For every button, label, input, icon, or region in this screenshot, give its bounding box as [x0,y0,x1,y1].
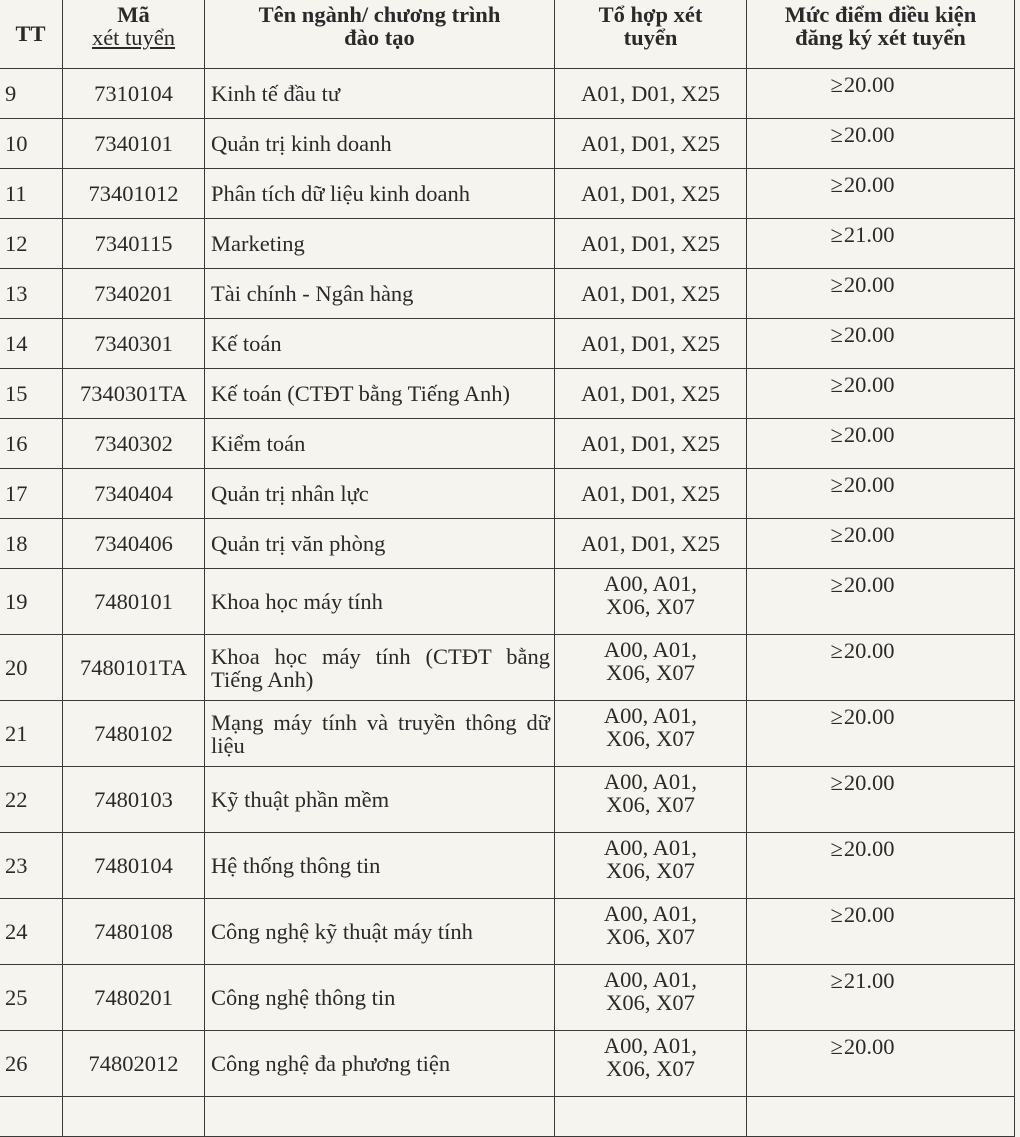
row-score [747,635,1015,701]
header-name [205,0,555,69]
gte-symbol: ≥ [830,1034,843,1059]
score-value: 20.00 [843,172,895,197]
row-code: 7480201 [63,965,205,1031]
row-code: 7480101TA [63,635,205,701]
row-combo-line1: A00, A01, [603,835,698,860]
row-name: Kế toán [205,319,555,369]
score-value: 20.00 [843,272,895,297]
gte-symbol: ≥ [830,968,843,993]
row-combo [555,69,747,119]
score-value: 20.00 [843,902,895,927]
row-combo [555,833,747,899]
row-name: Quản trị văn phòng [205,519,555,569]
row-tt: 23 [0,833,63,899]
row-combo [555,899,747,965]
row-combo-line2: X06, X07 [606,990,695,1015]
score-value: 20.00 [843,72,895,97]
row-score [747,965,1015,1031]
table-row [0,269,1015,319]
row-name: Mạng máy tính và truyền thông dữ liệu [205,701,555,767]
row-combo [555,767,747,833]
header-name-line1: Tên ngành/ chương trình [258,2,501,27]
row-combo-line1: A01, D01, X25 [581,281,720,306]
row-name: Hệ thống thông tin [205,833,555,899]
score-value: 20.00 [843,836,895,861]
row-combo-line2: X06, X07 [606,594,695,619]
row-code: 7340404 [63,469,205,519]
table-row [0,219,1015,269]
row-combo-line1: A00, A01, [603,637,698,662]
row-combo [555,319,747,369]
gte-symbol: ≥ [830,122,843,147]
row-score [747,899,1015,965]
gte-symbol: ≥ [830,836,843,861]
row-tt: 16 [0,419,63,469]
row-combo-line1: A01, D01, X25 [581,231,720,256]
row-combo-line2: X06, X07 [606,858,695,883]
row-code: 7340115 [63,219,205,269]
row-score [747,119,1015,169]
row-score [747,169,1015,219]
row-name: Marketing [205,219,555,269]
row-tt: 13 [0,269,63,319]
gte-symbol: ≥ [830,522,843,547]
score-value: 20.00 [843,572,895,597]
header-score-line1: Mức điểm điều kiện [784,2,977,27]
gte-symbol: ≥ [830,422,843,447]
header-row [0,0,1015,69]
row-combo [555,701,747,767]
row-code: 7480102 [63,701,205,767]
row-combo-line2: X06, X07 [606,924,695,949]
table-row [0,169,1015,219]
gte-symbol: ≥ [830,372,843,397]
score-value: 21.00 [843,968,895,993]
score-value: 20.00 [843,1034,895,1059]
row-tt: 19 [0,569,63,635]
row-combo [555,169,747,219]
row-combo [555,219,747,269]
table-row [0,767,1015,833]
empty-cell [63,1097,205,1137]
row-tt: 15 [0,369,63,419]
row-name: Khoa học máy tính (CTĐT bằng Tiếng Anh) [205,635,555,701]
score-value: 20.00 [843,704,895,729]
gte-symbol: ≥ [830,572,843,597]
row-score [747,1031,1015,1097]
header-combo-line2: tuyển [623,25,678,50]
row-combo-line1: A01, D01, X25 [581,181,720,206]
table-row [0,69,1015,119]
row-combo [555,369,747,419]
row-code: 73401012 [63,169,205,219]
score-value: 20.00 [843,422,895,447]
row-tt: 10 [0,119,63,169]
row-combo [555,269,747,319]
row-code: 7340406 [63,519,205,569]
header-combo-line1: Tổ hợp xét [598,2,703,27]
gte-symbol: ≥ [830,222,843,247]
table-row [0,701,1015,767]
row-code: 7480101 [63,569,205,635]
header-combo [555,0,747,69]
table-row [0,419,1015,469]
row-combo-line1: A00, A01, [603,967,698,992]
gte-symbol: ≥ [830,638,843,663]
row-combo [555,965,747,1031]
row-score [747,701,1015,767]
table-row [0,965,1015,1031]
score-value: 20.00 [843,372,895,397]
row-code: 7480104 [63,833,205,899]
row-name: Kinh tế đầu tư [205,69,555,119]
row-combo [555,119,747,169]
row-code: 7340101 [63,119,205,169]
table-row [0,369,1015,419]
score-value: 20.00 [843,522,895,547]
row-combo-line1: A00, A01, [603,1033,698,1058]
gte-symbol: ≥ [830,172,843,197]
table-row [0,519,1015,569]
row-combo-line1: A01, D01, X25 [581,81,720,106]
row-combo-line2: X06, X07 [606,726,695,751]
score-value: 20.00 [843,638,895,663]
gte-symbol: ≥ [830,770,843,795]
row-tt: 24 [0,899,63,965]
row-combo-line1: A00, A01, [603,769,698,794]
table-row [0,899,1015,965]
row-name: Kỹ thuật phần mềm [205,767,555,833]
table-row [0,469,1015,519]
row-code: 7340201 [63,269,205,319]
header-tt: TT [0,0,63,69]
row-combo [555,519,747,569]
row-code: 7310104 [63,69,205,119]
table-row [0,119,1015,169]
row-code: 7480103 [63,767,205,833]
row-tt: 14 [0,319,63,369]
row-code: 7340302 [63,419,205,469]
row-name: Khoa học máy tính [205,569,555,635]
row-tt: 17 [0,469,63,519]
row-combo [555,1031,747,1097]
gte-symbol: ≥ [830,472,843,497]
score-value: 20.00 [843,472,895,497]
row-name: Kiểm toán [205,419,555,469]
row-combo-line2: X06, X07 [606,660,695,685]
row-combo-line1: A00, A01, [603,703,698,728]
row-name: Kế toán (CTĐT bằng Tiếng Anh) [205,369,555,419]
row-combo-line1: A01, D01, X25 [581,481,720,506]
row-score [747,219,1015,269]
row-tt: 18 [0,519,63,569]
row-score [747,369,1015,419]
row-score [747,419,1015,469]
gte-symbol: ≥ [830,72,843,97]
score-value: 20.00 [843,122,895,147]
row-name: Tài chính - Ngân hàng [205,269,555,319]
row-score [747,767,1015,833]
row-tt: 20 [0,635,63,701]
gte-symbol: ≥ [830,272,843,297]
row-combo-line2: X06, X07 [606,792,695,817]
row-tt: 22 [0,767,63,833]
row-code: 74802012 [63,1031,205,1097]
row-code: 7480108 [63,899,205,965]
row-combo [555,469,747,519]
row-tt: 21 [0,701,63,767]
row-combo-line1: A01, D01, X25 [581,331,720,356]
row-score [747,833,1015,899]
empty-cell [747,1097,1015,1137]
row-combo-line1: A01, D01, X25 [581,131,720,156]
row-score [747,269,1015,319]
row-combo [555,635,747,701]
empty-cell [205,1097,555,1137]
row-name: Công nghệ thông tin [205,965,555,1031]
header-score-line2: đăng ký xét tuyển [795,25,966,50]
row-combo-line1: A01, D01, X25 [581,381,720,406]
row-name: Phân tích dữ liệu kinh doanh [205,169,555,219]
gte-symbol: ≥ [830,704,843,729]
row-name: Công nghệ kỹ thuật máy tính [205,899,555,965]
gte-symbol: ≥ [830,322,843,347]
row-tt: 11 [0,169,63,219]
row-score [747,69,1015,119]
table-body [0,69,1015,1137]
row-score [747,519,1015,569]
row-tt: 12 [0,219,63,269]
empty-cell [0,1097,63,1137]
table-row [0,569,1015,635]
row-score [747,469,1015,519]
table-row [0,635,1015,701]
row-score [747,319,1015,369]
header-name-line2: đào tạo [344,25,415,50]
row-combo-line1: A00, A01, [603,901,698,926]
row-combo-line1: A01, D01, X25 [581,531,720,556]
row-tt: 26 [0,1031,63,1097]
header-code-line2: xét tuyển [91,25,176,50]
table-row [0,833,1015,899]
table-row-partial [0,1097,1015,1137]
score-value: 21.00 [843,222,895,247]
row-combo [555,569,747,635]
header-code [63,0,205,69]
row-code: 7340301 [63,319,205,369]
row-combo-line1: A01, D01, X25 [581,431,720,456]
table-row [0,1031,1015,1097]
row-name: Công nghệ đa phương tiện [205,1031,555,1097]
header-score [747,0,1015,69]
row-tt: 25 [0,965,63,1031]
gte-symbol: ≥ [830,902,843,927]
row-name: Quản trị kinh doanh [205,119,555,169]
row-score [747,569,1015,635]
row-combo-line2: X06, X07 [606,1056,695,1081]
empty-cell [555,1097,747,1137]
row-code: 7340301TA [63,369,205,419]
row-tt: 9 [0,69,63,119]
table-row [0,319,1015,369]
row-combo [555,419,747,469]
score-value: 20.00 [843,322,895,347]
row-name: Quản trị nhân lực [205,469,555,519]
row-combo-line1: A00, A01, [603,571,698,596]
header-code-line1: Mã [117,2,150,27]
score-value: 20.00 [843,770,895,795]
